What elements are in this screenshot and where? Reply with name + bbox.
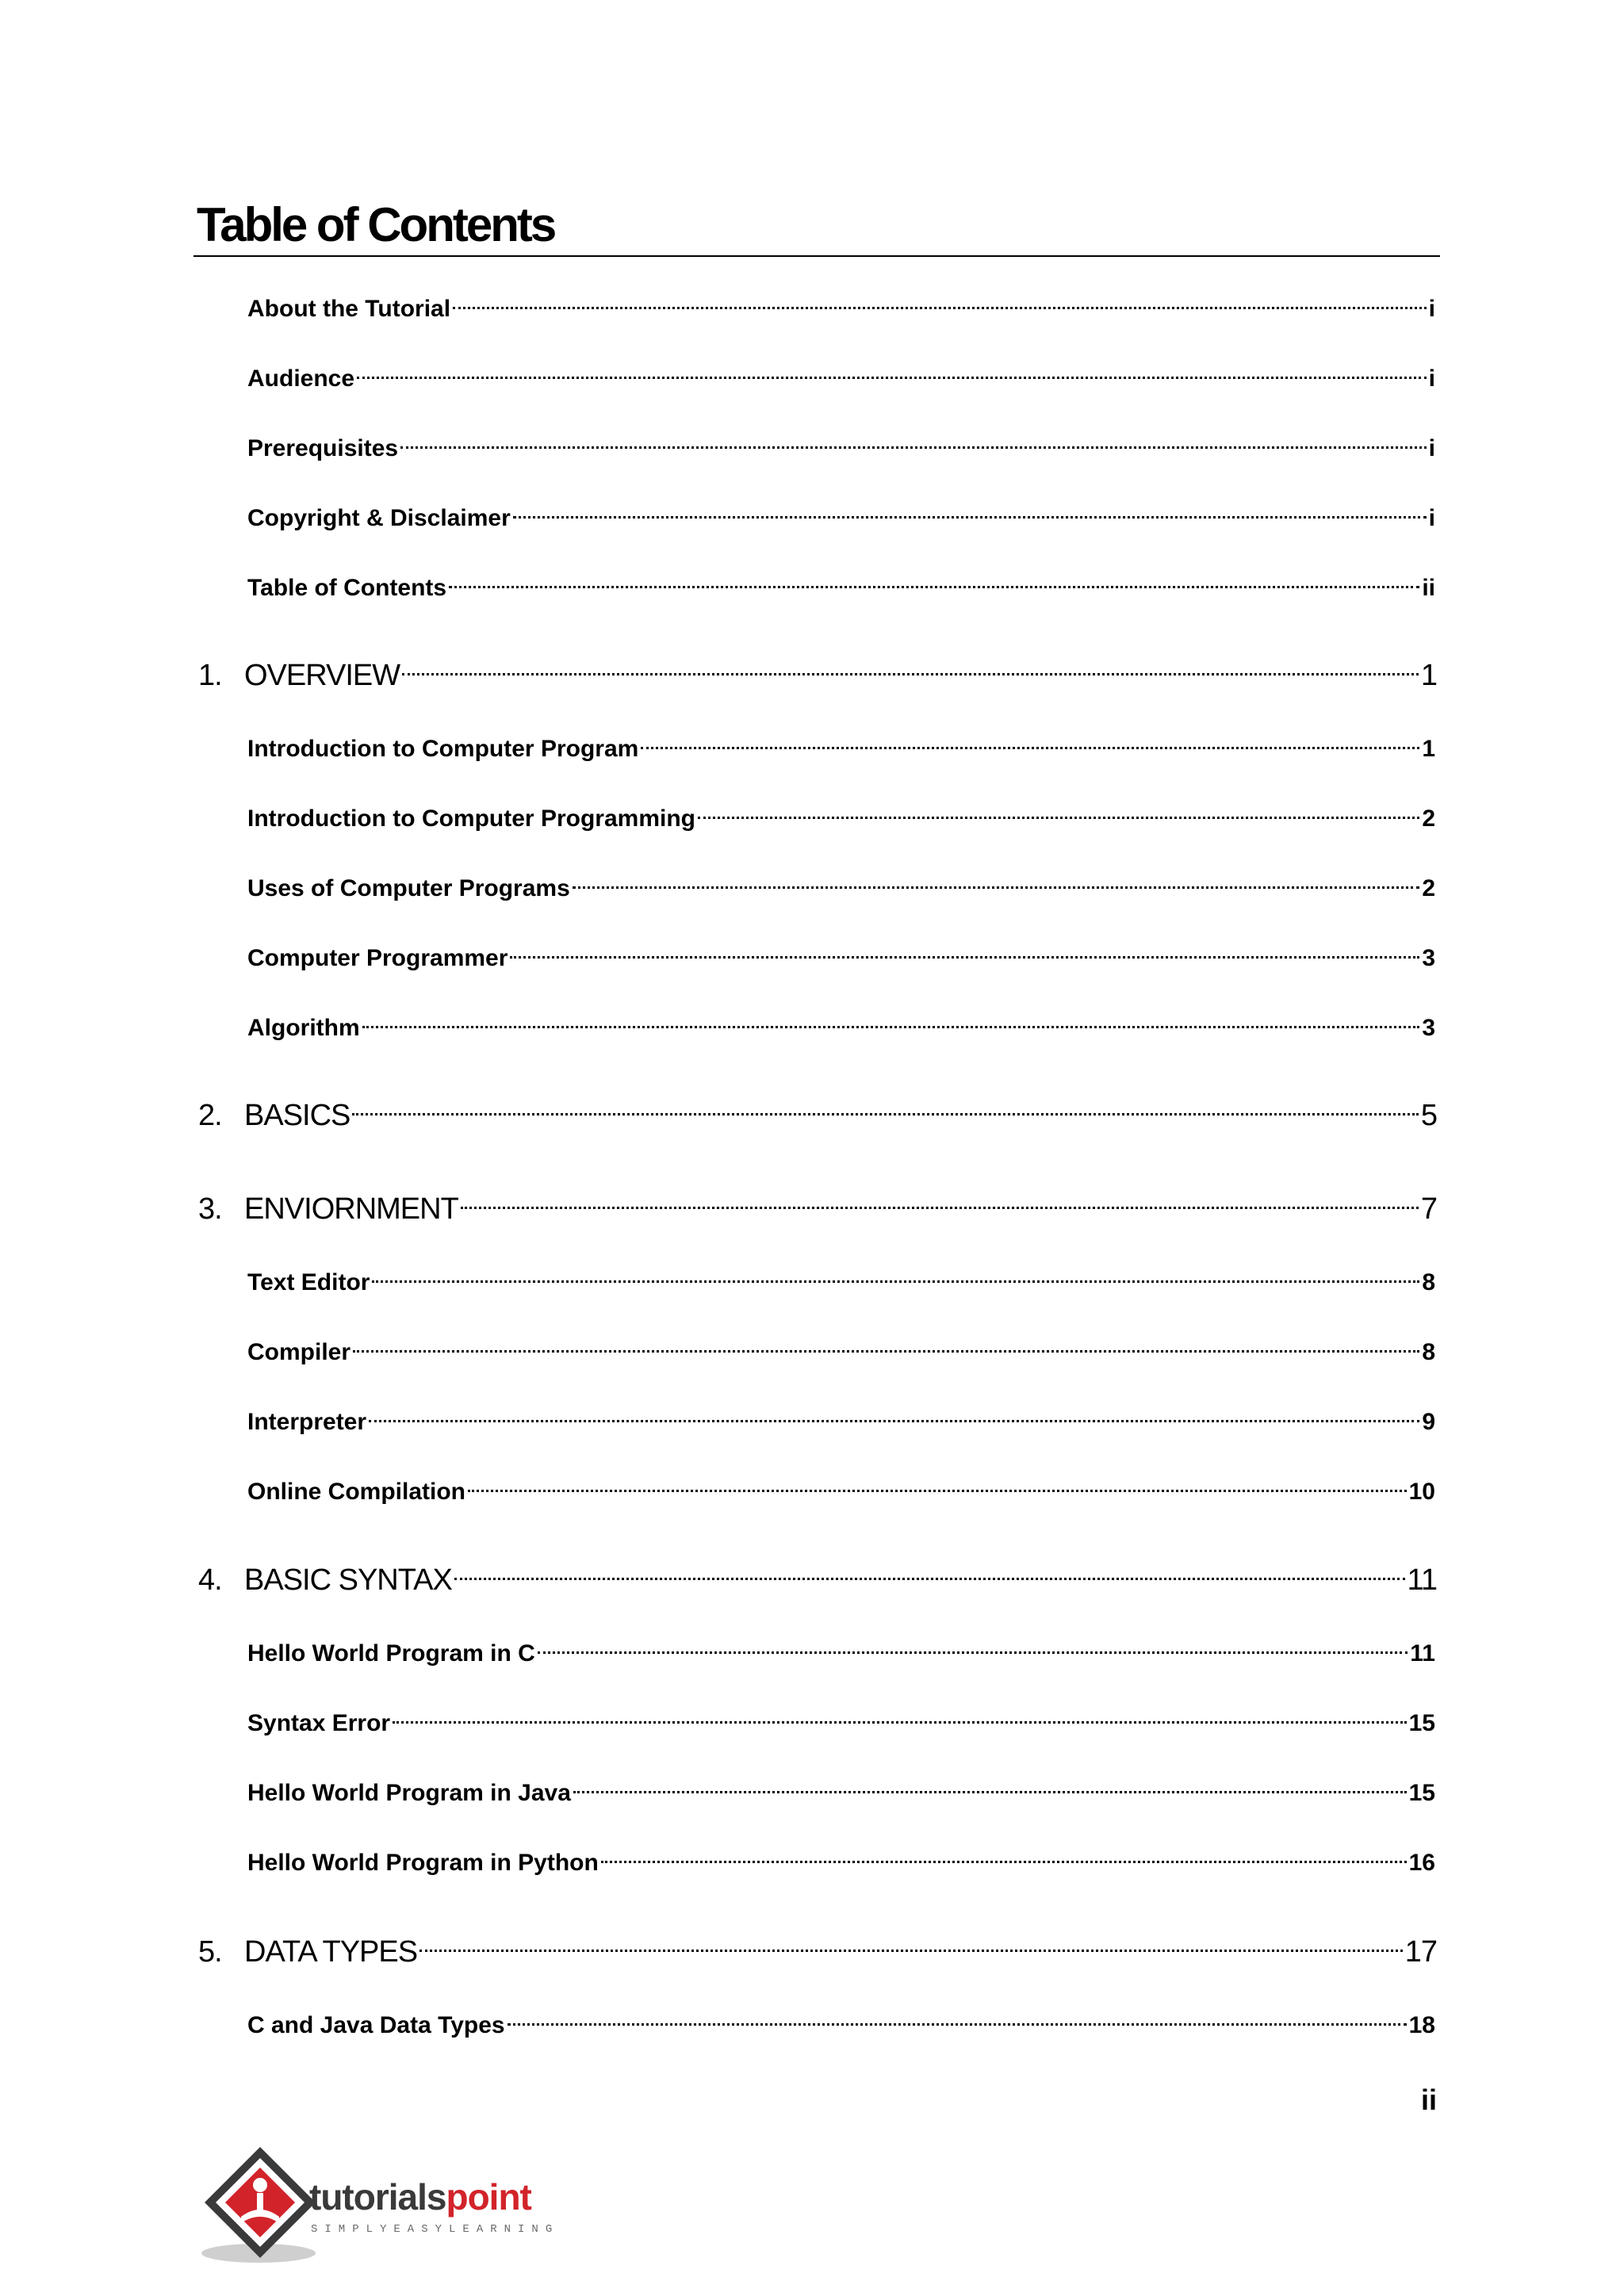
toc-entry-page: 15	[1408, 1780, 1435, 1806]
dot-leader	[698, 817, 1419, 819]
dot-leader	[601, 1861, 1407, 1863]
toc-entry-page: 11	[1410, 1640, 1435, 1667]
chapter-number: 3.	[198, 1192, 222, 1226]
toc-entry-page: 2	[1422, 875, 1435, 901]
toc-entry-page: i	[1428, 505, 1435, 531]
toc-entry-label: Hello World Program in Java	[247, 1780, 571, 1806]
dot-leader	[449, 586, 1419, 588]
toc-entry-page: 2	[1422, 806, 1435, 832]
logo-wordmark-part2: point	[446, 2176, 531, 2218]
chapter-title: BASIC SYNTAX	[244, 1563, 452, 1597]
toc-entry-page: 15	[1408, 1710, 1435, 1736]
toc-entry-label: Hello World Program in Python	[247, 1850, 599, 1876]
dot-leader	[362, 1026, 1420, 1028]
chapter-title: BASICS	[244, 1099, 350, 1132]
toc-entry-label: Text Editor	[247, 1269, 370, 1295]
toc-entry-hello-world-python[interactable]	[247, 1847, 1435, 1879]
toc-entry-label: Computer Programmer	[247, 945, 508, 971]
dot-leader	[400, 446, 1427, 449]
tutorialspoint-logo	[197, 2141, 593, 2275]
toc-chapter-basic-syntax[interactable]	[198, 1560, 1437, 1600]
dot-leader	[402, 673, 1419, 675]
toc-entry-algorithm[interactable]	[247, 1012, 1435, 1044]
dot-leader	[419, 1950, 1403, 1952]
dot-leader	[372, 1280, 1419, 1283]
toc-entry-page: 10	[1408, 1479, 1435, 1505]
toc-entry-label: Prerequisites	[247, 435, 399, 461]
toc-entry-page: i	[1428, 296, 1435, 322]
toc-entry-label: Audience	[247, 365, 355, 392]
toc-entry-hello-world-java[interactable]	[247, 1777, 1435, 1809]
page-number: ii	[1420, 2084, 1437, 2116]
dot-leader	[538, 1651, 1408, 1654]
chapter-number: 2.	[198, 1099, 222, 1132]
toc-entry-page: 3	[1422, 945, 1435, 971]
toc-entry-compiler[interactable]	[247, 1337, 1435, 1368]
toc-entry-page: 8	[1422, 1339, 1435, 1365]
toc-entry-page: 9	[1422, 1409, 1435, 1435]
dot-leader	[357, 377, 1427, 379]
toc-entry-syntax-error[interactable]	[247, 1708, 1435, 1739]
toc-entry-page: i	[1428, 435, 1435, 461]
toc-entry-hello-world-c[interactable]	[247, 1638, 1435, 1670]
toc-entry-audience[interactable]	[247, 363, 1435, 395]
chapter-number: 1.	[198, 659, 222, 692]
toc-entry-label: Syntax Error	[247, 1710, 391, 1736]
toc-entry-text-editor[interactable]	[247, 1267, 1435, 1299]
chapter-title: OVERVIEW	[244, 659, 400, 692]
dot-leader	[393, 1721, 1407, 1724]
toc-entry-intro-computer-programming[interactable]	[247, 803, 1435, 835]
logo-wordmark-part1: tutorials	[309, 2176, 446, 2218]
title-divider	[193, 255, 1440, 257]
logo-tagline: SIMPLYEASYLEARNING	[311, 2223, 560, 2236]
toc-entry-label: Introduction to Computer Programming	[247, 806, 695, 832]
dot-leader	[573, 1791, 1407, 1793]
toc-entry-computer-programmer[interactable]	[247, 943, 1435, 974]
dot-leader	[468, 1490, 1407, 1492]
dot-leader	[369, 1420, 1419, 1422]
toc-entry-label: Introduction to Computer Program	[247, 736, 639, 762]
toc-chapter-overview[interactable]	[198, 656, 1437, 695]
dot-leader	[352, 1113, 1418, 1115]
toc-entry-page: 16	[1408, 1850, 1435, 1876]
chapter-page: 5	[1420, 1099, 1437, 1132]
toc-entry-table-of-contents[interactable]	[247, 572, 1435, 604]
toc-entry-page: 8	[1422, 1269, 1435, 1295]
logo-diamond-icon	[197, 2141, 324, 2267]
toc-entry-page: 18	[1408, 2012, 1435, 2038]
toc-entry-about-the-tutorial[interactable]	[247, 293, 1435, 325]
logo-wordmark	[309, 2175, 531, 2218]
toc-entry-label: Algorithm	[247, 1015, 360, 1041]
page-title: Table of Contents	[197, 198, 555, 251]
toc-entry-online-compilation[interactable]	[247, 1476, 1435, 1508]
toc-entry-page: 1	[1422, 736, 1435, 762]
toc-entry-page: ii	[1422, 575, 1435, 601]
dot-leader	[454, 1578, 1405, 1580]
toc-entry-page: 3	[1422, 1015, 1435, 1041]
chapter-page: 7	[1420, 1192, 1437, 1226]
chapter-page: 11	[1407, 1563, 1437, 1597]
toc-entry-label: Compiler	[247, 1339, 351, 1365]
toc-entry-intro-computer-program[interactable]	[247, 733, 1435, 765]
chapter-page: 17	[1404, 1935, 1437, 1969]
chapter-number: 4.	[198, 1563, 222, 1597]
toc-entry-prerequisites[interactable]	[247, 433, 1435, 465]
toc-entry-label: Uses of Computer Programs	[247, 875, 570, 901]
chapter-title: DATA TYPES	[244, 1935, 418, 1969]
toc-entry-page: i	[1428, 365, 1435, 392]
toc-chapter-enviornment[interactable]	[198, 1189, 1437, 1229]
dot-leader	[510, 956, 1419, 959]
dot-leader	[573, 886, 1420, 889]
toc-entry-label: C and Java Data Types	[247, 2012, 505, 2038]
dot-leader	[461, 1207, 1419, 1209]
toc-entry-c-java-data-types[interactable]	[247, 2010, 1435, 2042]
dot-leader	[641, 747, 1419, 749]
chapter-page: 1	[1420, 659, 1437, 692]
toc-entry-label: Online Compilation	[247, 1479, 465, 1505]
toc-entry-label: Copyright & Disclaimer	[247, 505, 511, 531]
dot-leader	[513, 516, 1427, 519]
toc-entry-uses-computer-programs[interactable]	[247, 873, 1435, 905]
toc-chapter-basics[interactable]	[198, 1096, 1437, 1135]
toc-entry-label: Hello World Program in C	[247, 1640, 535, 1667]
dot-leader	[453, 307, 1427, 309]
toc-entry-copyright-disclaimer[interactable]	[247, 503, 1435, 534]
dot-leader	[353, 1350, 1419, 1353]
toc-entry-label: Interpreter	[247, 1409, 367, 1435]
toc-entry-label: About the Tutorial	[247, 296, 451, 322]
dot-leader	[508, 2023, 1407, 2026]
toc-entry-label: Table of Contents	[247, 575, 447, 601]
toc-chapter-data-types[interactable]	[198, 1932, 1437, 1972]
chapter-number: 5.	[198, 1935, 222, 1969]
toc-entry-interpreter[interactable]	[247, 1406, 1435, 1438]
chapter-title: ENVIORNMENT	[244, 1192, 458, 1226]
